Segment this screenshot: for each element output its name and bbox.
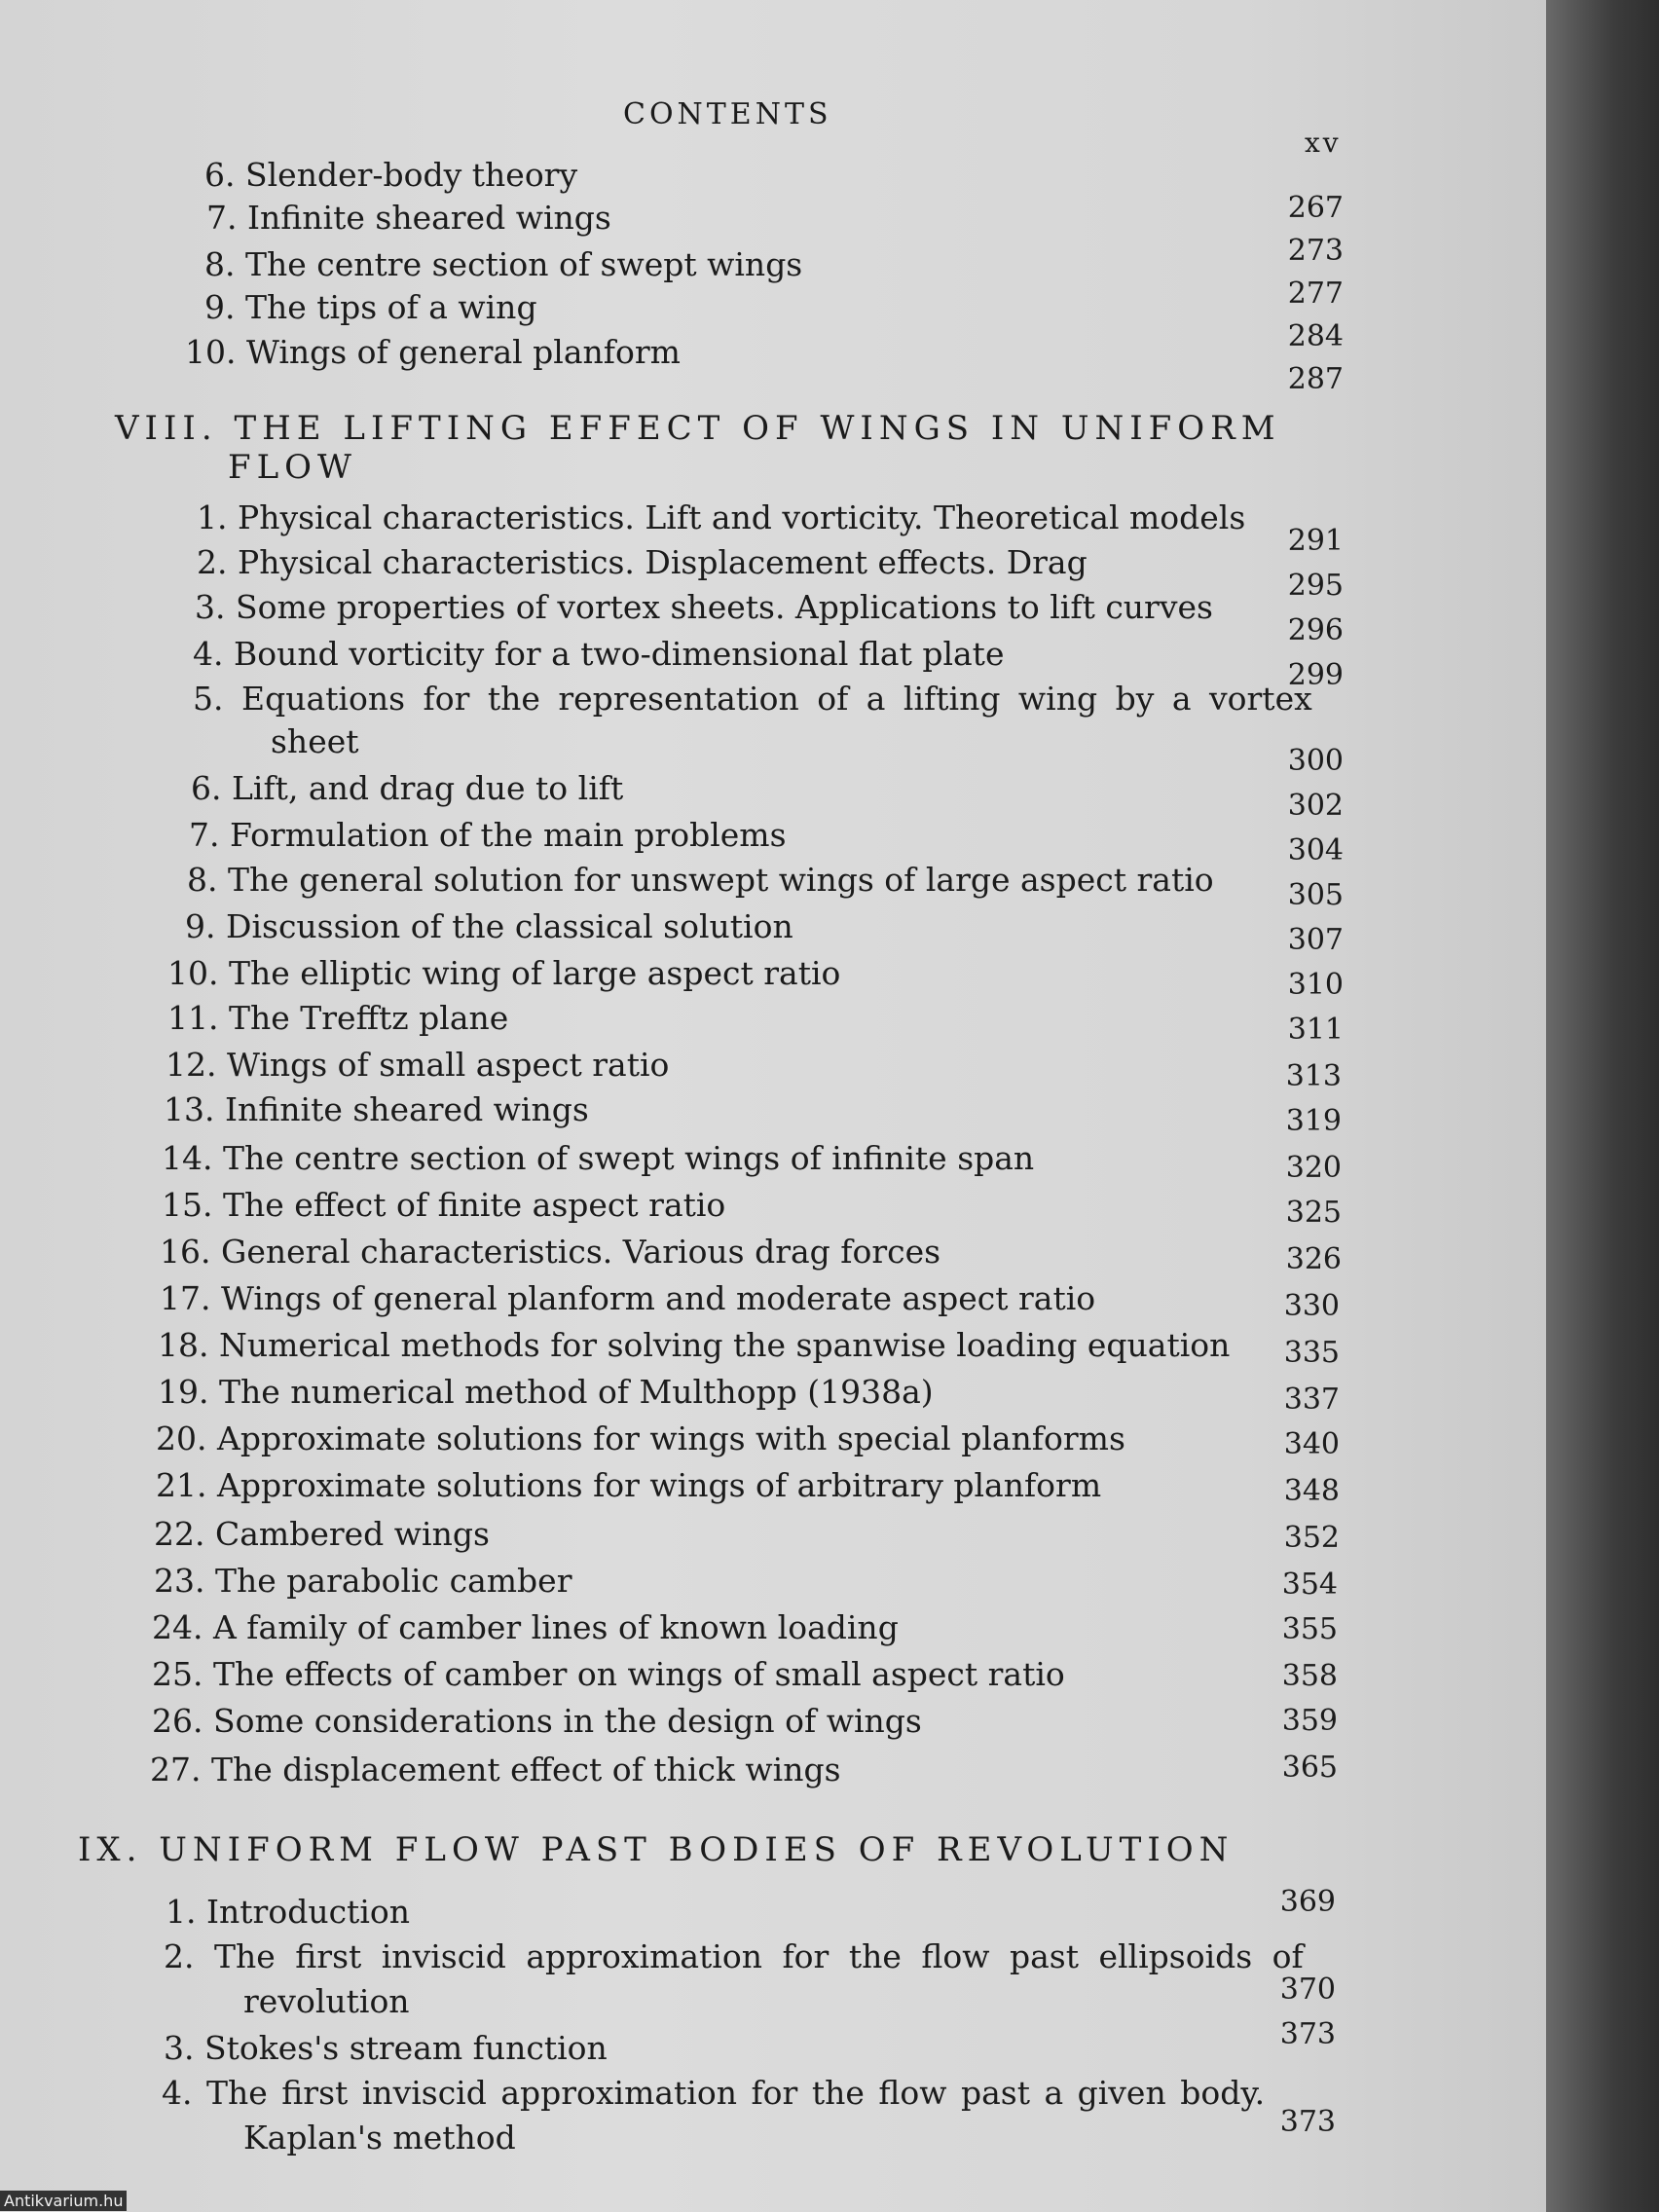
toc-entry [185, 333, 681, 371]
toc-entry [158, 1326, 1230, 1364]
toc-entry [197, 498, 1245, 536]
entry-title: The tips of a wing [245, 288, 537, 326]
entry-title: Infinite sheared wings [224, 1090, 589, 1128]
entry-page: 320 [1285, 1151, 1342, 1185]
entry-page: 359 [1281, 1704, 1338, 1738]
entry-page: 352 [1283, 1521, 1340, 1555]
entry-title: Bound vorticity for a two-dimensional flat plate [234, 635, 1005, 673]
toc-entry [162, 1186, 725, 1224]
entry-number: 14. [162, 1139, 213, 1177]
entry-title: General characteristics. Various drag forces [220, 1233, 941, 1271]
entry-title: Numerical methods for solving the spanwise loading equation [218, 1326, 1231, 1364]
toc-entry [167, 999, 508, 1037]
toc-entry [162, 2074, 1265, 2112]
entry-number: 7. [206, 199, 238, 237]
entry-title: Equations for the representation of a lifting wing by a vortex [241, 680, 1312, 718]
entry-number: 26. [152, 1702, 203, 1740]
entry-number: 24. [152, 1608, 203, 1646]
entry-number: 11. [167, 999, 219, 1037]
entry-title: Cambered wings [214, 1515, 490, 1553]
entry-title: The effect of finite aspect ratio [222, 1186, 726, 1224]
toc-entry [160, 1279, 1095, 1317]
entry-page: 267 [1287, 191, 1344, 225]
entry-page: 307 [1287, 923, 1344, 957]
toc-entry [166, 1893, 410, 1931]
entry-number: 25. [152, 1655, 203, 1693]
entry-page: 335 [1283, 1336, 1340, 1370]
entry-page: 277 [1287, 276, 1344, 311]
entry-number: 17. [160, 1279, 211, 1317]
entry-title: Some properties of vortex sheets. Applications to lift curves [236, 588, 1213, 626]
entry-title: The centre section of swept wings [245, 245, 803, 283]
toc-entry [156, 1466, 1101, 1504]
entry-title: Approximate solutions for wings with special planforms [216, 1419, 1125, 1457]
toc-entry [164, 1090, 589, 1128]
toc-entry [187, 861, 1214, 899]
entry-number: 20. [156, 1419, 207, 1457]
entry-number: 18. [158, 1326, 209, 1364]
entry-page: 348 [1283, 1474, 1340, 1508]
entry-page: 299 [1287, 658, 1344, 692]
entry-number: 10. [167, 954, 219, 992]
entry-number: 6. [191, 769, 222, 807]
entry-title: Lift, and drag due to lift [232, 769, 624, 807]
entry-title: The first inviscid approximation for the flow past ellipsoids of [214, 1937, 1304, 1975]
toc-entry [164, 1937, 1304, 1975]
entry-number: 9. [185, 907, 216, 945]
entry-title: Infinite sheared wings [247, 199, 611, 237]
entry-title-continued: sheet [271, 722, 359, 760]
running-head: CONTENTS [623, 97, 832, 131]
entry-page: 300 [1287, 744, 1344, 778]
entry-title: Wings of small aspect ratio [226, 1046, 670, 1084]
entry-page: 358 [1281, 1659, 1338, 1693]
chapter-heading [115, 409, 1281, 448]
entry-page: 325 [1285, 1196, 1342, 1230]
entry-title: Wings of general planform and moderate aspect ratio [220, 1279, 1096, 1317]
entry-number: 2. [164, 1937, 195, 1975]
toc-entry [193, 680, 1312, 718]
chapter-numeral: VIII. [115, 409, 218, 448]
entry-title: The effects of camber on wings of small aspect ratio [212, 1655, 1065, 1693]
toc-entry [154, 1562, 571, 1600]
entry-page: 340 [1283, 1427, 1340, 1461]
entry-page: 302 [1287, 789, 1344, 823]
entry-number: 19. [158, 1373, 209, 1411]
entry-number: 23. [154, 1562, 205, 1600]
entry-title: The general solution for unswept wings of large aspect ratio [228, 861, 1214, 899]
entry-number: 2. [197, 543, 228, 581]
entry-page: 291 [1287, 524, 1344, 558]
toc-entry [193, 635, 1004, 673]
entry-number: 10. [185, 333, 237, 371]
entry-number: 8. [204, 245, 236, 283]
toc-entry [152, 1608, 899, 1646]
entry-page: 287 [1287, 362, 1344, 396]
entry-number: 1. [197, 498, 228, 536]
entry-title: Wings of general planform [245, 333, 681, 371]
toc-entry [156, 1419, 1125, 1457]
toc-entry [158, 1373, 934, 1411]
entry-page: 284 [1287, 319, 1344, 353]
entry-title: Approximate solutions for wings of arbitrary planform [216, 1466, 1102, 1504]
toc-entry [185, 907, 793, 945]
entry-title: The first inviscid approximation for the flow past a given body. [206, 2074, 1266, 2112]
entry-title: The parabolic camber [214, 1562, 572, 1600]
toc-entry [167, 954, 840, 992]
entry-page: 313 [1285, 1059, 1342, 1093]
entry-title: The elliptic wing of large aspect ratio [228, 954, 841, 992]
entry-page: 355 [1281, 1612, 1338, 1646]
entry-number: 8. [187, 861, 218, 899]
watermark: Antikvarium.hu [0, 2191, 127, 2211]
entry-title: The Trefftz plane [228, 999, 509, 1037]
toc-entry [204, 288, 537, 326]
entry-page: 330 [1283, 1289, 1340, 1323]
entry-number: 5. [193, 680, 224, 718]
entry-number: 7. [189, 816, 220, 854]
toc-entry [164, 2029, 608, 2067]
toc-entry [191, 769, 623, 807]
entry-page: 310 [1287, 968, 1344, 1002]
entry-number: 9. [204, 288, 236, 326]
chapter-heading-line2: FLOW [228, 448, 357, 487]
toc-entry [154, 1515, 490, 1553]
entry-number: 27. [150, 1751, 202, 1788]
toc-entry [166, 1046, 669, 1084]
toc-entry [152, 1702, 922, 1740]
entry-page: 369 [1279, 1885, 1336, 1919]
entry-page: 373 [1279, 2017, 1336, 2051]
chapter-title: UNIFORM FLOW PAST BODIES OF REVOLUTION [159, 1830, 1235, 1869]
toc-entry [162, 1139, 1034, 1177]
entry-page: 370 [1279, 1972, 1336, 2007]
entry-title: Some considerations in the design of wings [212, 1702, 922, 1740]
entry-page: 296 [1287, 613, 1344, 647]
entry-number: 12. [166, 1046, 217, 1084]
toc-entry [195, 588, 1213, 626]
entry-title-continued: Kaplan's method [243, 2119, 516, 2157]
entry-number: 4. [193, 635, 224, 673]
chapter-heading [78, 1830, 1234, 1869]
entry-title: Discussion of the classical solution [226, 907, 793, 945]
toc-entry [206, 199, 611, 237]
entry-page: 305 [1287, 878, 1344, 912]
toc-entry [150, 1751, 841, 1788]
entry-title: Physical characteristics. Displacement effects. Drag [238, 543, 1088, 581]
entry-title: A family of camber lines of known loading [212, 1608, 899, 1646]
entry-page: 311 [1287, 1013, 1344, 1047]
entry-title-continued: revolution [243, 1982, 410, 2020]
toc-entry [204, 156, 577, 194]
entry-number: 1. [166, 1893, 197, 1931]
entry-title: Introduction [206, 1893, 410, 1931]
toc-entry [189, 816, 787, 854]
entry-page: 304 [1287, 833, 1344, 867]
entry-number: 16. [160, 1233, 211, 1271]
page-edge-shadow [1546, 0, 1659, 2212]
entry-page: 365 [1281, 1751, 1338, 1785]
entry-number: 3. [164, 2029, 195, 2067]
toc-entry [204, 245, 802, 283]
toc-entry [197, 543, 1088, 581]
entry-page: 273 [1287, 234, 1344, 268]
entry-title: Stokes's stream function [204, 2029, 608, 2067]
entry-title: The centre section of swept wings of infinite span [222, 1139, 1035, 1177]
entry-title: The numerical method of Multhopp (1938a) [218, 1373, 934, 1411]
chapter-title: THE LIFTING EFFECT OF WINGS IN UNIFORM [234, 409, 1281, 448]
entry-title: Physical characteristics. Lift and vorticity. Theoretical models [238, 498, 1246, 536]
entry-number: 4. [162, 2074, 193, 2112]
entry-page: 337 [1283, 1382, 1340, 1417]
entry-title: The displacement effect of thick wings [210, 1751, 841, 1788]
entry-number: 22. [154, 1515, 205, 1553]
entry-title: Slender-body theory [245, 156, 578, 194]
entry-page: 354 [1281, 1567, 1338, 1602]
entry-page: 319 [1285, 1104, 1342, 1138]
chapter-numeral: IX. [78, 1830, 143, 1869]
entry-number: 3. [195, 588, 226, 626]
entry-page: 295 [1287, 569, 1344, 603]
entry-title: Formulation of the main problems [230, 816, 787, 854]
page-folio: xv [1305, 127, 1342, 159]
entry-page: 373 [1279, 2105, 1336, 2139]
entry-number: 21. [156, 1466, 207, 1504]
entry-number: 15. [162, 1186, 213, 1224]
toc-entry [152, 1655, 1065, 1693]
entry-page: 326 [1285, 1242, 1342, 1276]
toc-entry [160, 1233, 940, 1271]
entry-number: 6. [204, 156, 236, 194]
entry-number: 13. [164, 1090, 215, 1128]
